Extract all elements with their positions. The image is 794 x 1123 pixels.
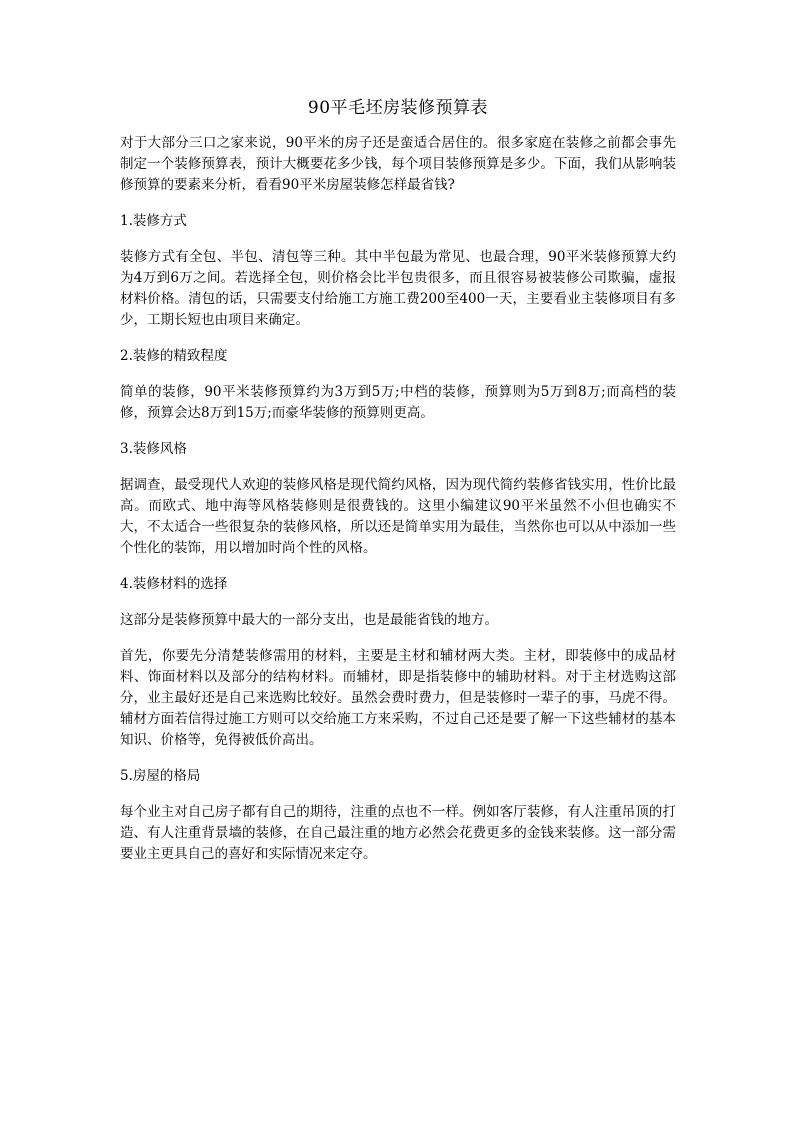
section-2	[120, 346, 676, 424]
section-heading: 2.装修的精致程度	[120, 348, 228, 364]
section-5	[120, 766, 676, 865]
section-paragraph: 每个业主对自己房子都有自己的期待，注重的点也不一样。例如客厅装修，有人注重吊顶的打造、有人注重背景墙的装修，在自己最注重的地方必然会花费更多的金钱来装修。这一部分需要业主更具自己的喜好和实际情况来定夺。	[120, 804, 676, 862]
intro-paragraph: 对于大部分三口之家来说，90平米的房子还是蛮适合居住的。很多家庭在装修之前都会事先制定一个装修预算表，预计大概要花多少钱，每个项目装修预算是多少。下面，我们从影响装修预算的要素来分析，看看90平米房屋装修怎样最省钱?	[120, 135, 676, 193]
section-paragraph: 装修方式有全包、半包、清包等三种。其中半包最为常见、也最合理，90平米装修预算大约为4万到6万之间。若选择全包，则价格会比半包贵很多，而且很容易被装修公司欺骗，虚报材料价格。清包的话，只需要支付给施工方施工费200至400一天，主要看业主装修项目有多少，工期长短也由项目来确定。	[120, 249, 676, 328]
section-4	[120, 574, 676, 751]
section-paragraph: 这部分是装修预算中最大的一部分支出，也是最能省钱的地方。	[120, 612, 498, 628]
document-body	[120, 96, 676, 880]
section-heading: 5.房屋的格局	[120, 768, 201, 784]
section-heading: 4.装修材料的选择	[120, 576, 228, 592]
section-paragraph: 简单的装修，90平米装修预算约为3万到5万;中档的装修，预算则为5万到8万;而高档的装修，预算会达8万到15万;而豪华装修的预算则更高。	[120, 384, 676, 421]
section-paragraph: 据调查，最受现代人欢迎的装修风格是现代简约风格，因为现代简约装修省钱实用，性价比最高。而欧式、地中海等风格装修则是很费钱的。这里小编建议90平米虽然不小但也确实不大，不太适合一些很复杂的装修风格，所以还是简单实用为最佳，当然你也可以从中添加一些个性化的装饰，用以增加时尚个性的风格。	[120, 477, 676, 556]
section-paragraph: 首先，你要先分清楚装修需用的材料，主要是主材和辅材两大类。主材，即装修中的成品材料、饰面材料以及部分的结构材料。而辅材，即是指装修中的辅助材料。对于主材选购这部分，业主最好还是自己来选购比较好。虽然会费时费力，但是装修时一辈子的事，马虎不得。辅材方面若信得过施工方则可以交给施工方来采购，不过自己还是要了解一下这些辅材的基本知识、价格等，免得被低价高出。	[120, 648, 676, 748]
section-heading: 1.装修方式	[120, 213, 187, 229]
document-title: 90平毛坯房装修预算表	[307, 98, 489, 118]
section-heading: 3.装修风格	[120, 441, 187, 457]
section-1	[120, 211, 676, 331]
section-3	[120, 439, 676, 559]
